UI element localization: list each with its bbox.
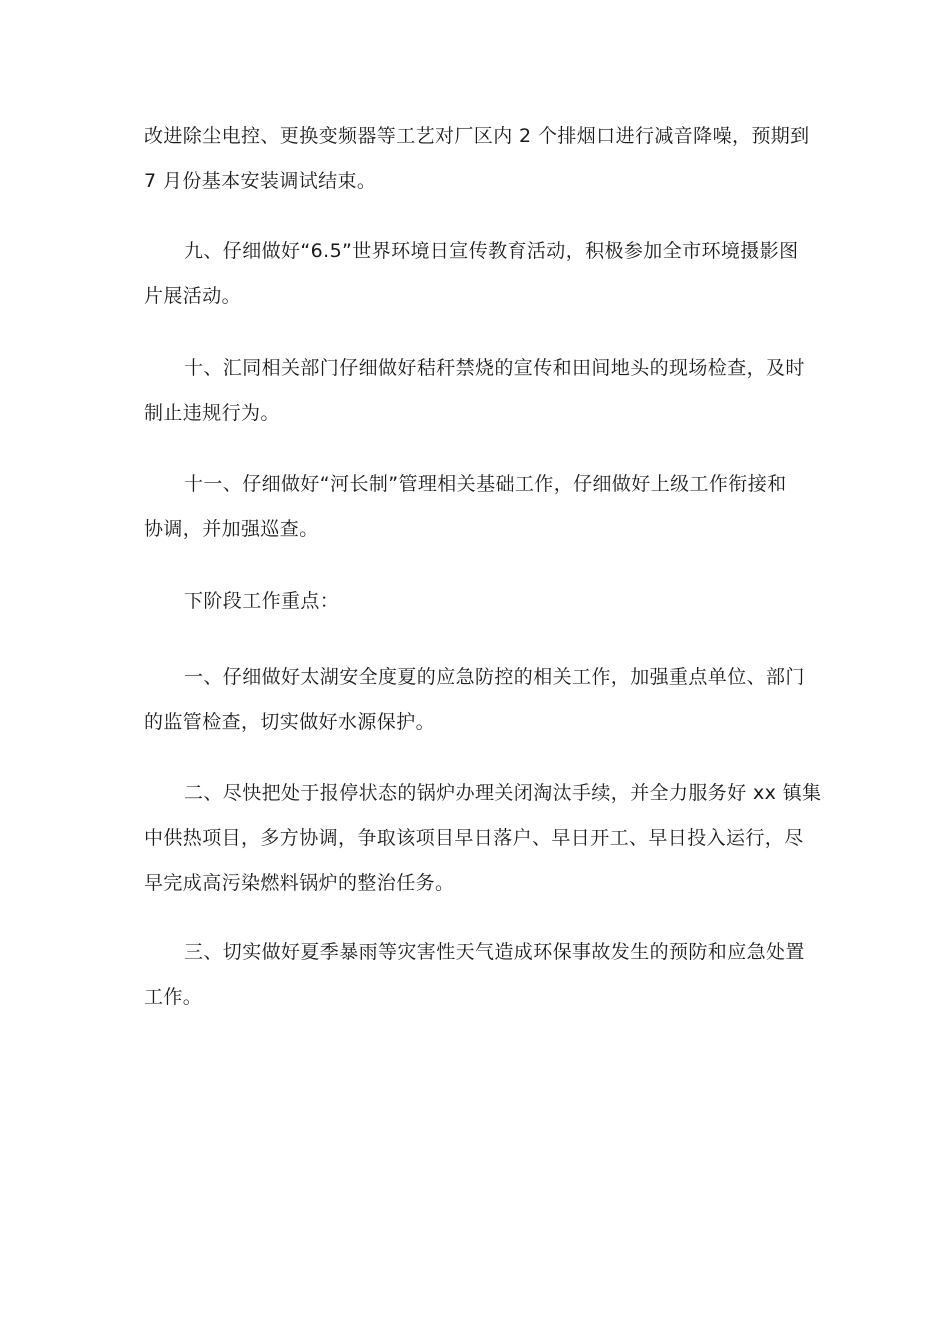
text-line: 下阶段工作重点： [184,590,340,612]
text-line: 十一、仔细做好“河长制”管理相关基础工作，仔细做好上级工作衔接和 [184,473,787,495]
text-line: 的监管检查，切实做好水源保护。 [144,711,436,733]
paragraph-next-item-2 [144,771,822,906]
text-line: 九、仔细做好“6.5”世界环境日宣传教育活动，积极参加全市环境摄影图 [184,240,799,262]
paragraph-next-item-1 [144,655,806,745]
section-heading-next-stage [144,579,806,624]
text-line: 协调，并加强巡查。 [144,518,319,540]
text-line: 十、汇同相关部门仔细做好秸秆禁烧的宣传和田间地头的现场检查，及时 [184,357,805,379]
paragraph-continuation [144,114,810,204]
text-line: 改进除尘电控、更换变频器等工艺对厂区内 2 个排烟口进行减音降噪，预期到 [144,125,810,147]
text-line: 三、切实做好夏季暴雨等灾害性天气造成环保事故发生的预防和应急处置 [184,941,805,963]
paragraph-item-9 [144,229,806,319]
text-line: 二、尽快把处于报停状态的锅炉办理关闭淘汰手续，并全力服务好 xx 镇集 [184,782,822,804]
text-line: 一、仔细做好太湖安全度夏的应急防控的相关工作，加强重点单位、部门 [184,666,805,688]
text-line: 制止违规行为。 [144,402,280,424]
text-line: 工作。 [144,986,203,1008]
paragraph-next-item-3 [144,930,806,1020]
text-line: 中供热项目，多方协调，争取该项目早日落户、早日开工、早日投入运行，尽 [144,827,804,849]
paragraph-item-11 [144,462,806,552]
text-line: 片展活动。 [144,285,242,307]
text-line: 7 月份基本安装调试结束。 [144,170,377,192]
paragraph-item-10 [144,346,806,436]
text-line: 早完成高污染燃料锅炉的整治任务。 [144,872,455,894]
